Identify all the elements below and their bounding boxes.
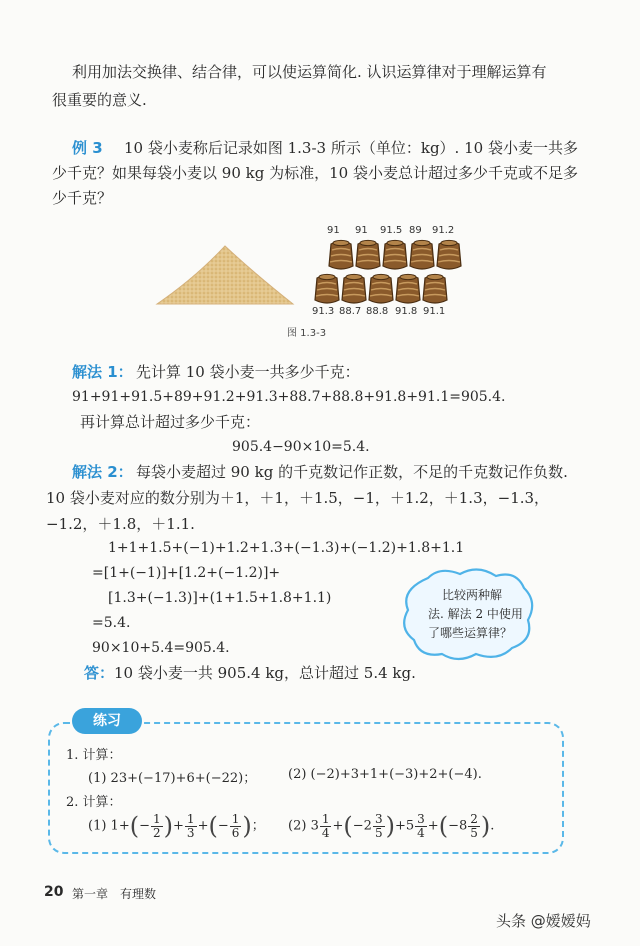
fraction: $\frac{3}{5}$ [374,811,383,840]
example-label: 例 3 [72,139,103,157]
example-line-2: 少千克？如果每袋小麦以 90 kg 为标准，10 袋小麦总计超过多少千克或不足多 [52,164,578,182]
solution1-text: 先计算 10 袋小麦一共多少千克： [136,363,360,381]
sack-value: 91 [355,225,368,236]
sack-value: 89 [409,225,422,236]
solution2-eq-1: 1+1+1.5+(−1)+1.2+1.3+(−1.3)+(−1.2)+1.8+1.1 [108,540,465,556]
q2-part-1-prefix: (1) [88,818,107,834]
wheat-sack-icon [380,238,410,272]
wheat-sack-icon [312,272,342,306]
sack-value: 91.5 [380,225,403,236]
exercise-title: 练习 [72,708,142,734]
q2-part-2: (2) 3 $\frac{1}{4}$ +(−2 $\frac{3}{5}$ )+5 $\frac{3}{4}$ +(−8 $\frac{2}{5}$ ). [288,811,495,840]
example-line-3: 少千克？ [52,189,113,207]
sack-value: 91.8 [395,306,418,317]
solution1-calc: 905.4−90×10=5.4. [232,439,370,455]
bubble-line-1: 比较两种解 [442,588,503,602]
solution2-line-2: 10 袋小麦对应的数分别为＋1，＋1，＋1.5，−1，＋1.2，＋1.3，−1.3， [46,489,550,507]
figure-caption: 图 1.3-3 [287,328,327,339]
solution2-eq-3: [1.3+(−1.3)]+(1+1.5+1.8+1.1) [108,590,332,606]
chapter-title: 第一章 有理数 [72,887,157,901]
sack-value: 91 [327,225,340,236]
bubble-line-2: 法. 解法 2 中使用 [428,607,523,621]
sack-value: 88.8 [366,306,389,317]
solution2-eq-4: =5.4. [92,615,131,631]
wheat-pile [155,240,295,306]
fraction: $\frac{1}{2}$ [153,811,161,840]
answer-label: 答： [84,664,115,682]
intro-line-1: 利用加法交换律、结合律，可以使运算简化. 认识运算律对于理解运算有 [72,63,547,81]
solution2-label: 解法 2： [72,463,133,481]
wheat-sack-icon [434,238,464,272]
wheat-sack-icon [407,238,437,272]
wheat-sack-icon [420,272,450,306]
solution2-line-1: 每袋小麦超过 90 kg 的千克数记作正数，不足的千克数记作负数. [136,463,568,481]
wheat-sack-icon [326,238,356,272]
fraction: $\frac{3}{4}$ [417,811,425,840]
solution1-label: 解法 1： [72,363,133,381]
q2-part-2-prefix: (2) [288,818,307,834]
sack-value: 88.7 [339,306,362,317]
q2-label: 2. 计算： [66,795,122,810]
solution2-eq-2: =[1+(−1)]+[1.2+(−1.2)]+ [92,565,281,581]
solution2-eq-5: 90×10+5.4=905.4. [92,640,230,656]
fraction: $\frac{1}{6}$ [231,811,240,840]
wheat-sack-icon [393,272,423,306]
fraction: $\frac{1}{3}$ [186,811,195,840]
fraction: $\frac{2}{5}$ [470,811,478,840]
answer-text: 10 袋小麦一共 905.4 kg，总计超过 5.4 kg. [114,664,416,682]
q1-label: 1. 计算： [66,748,122,763]
wheat-sack-icon [339,272,369,306]
solution1-sum: 91+91+91.5+89+91.2+91.3+88.7+88.8+91.8+91.1=905.4. [72,389,506,405]
fraction: $\frac{1}{4}$ [321,811,330,840]
q2-part-1: (1) 1+(− $\frac{1}{2}$ )+ $\frac{1}{3}$ +(− $\frac{1}{6}$ )； [88,811,265,840]
watermark: 头条 @嫒嫒妈 [496,912,591,930]
bubble-line-3: 了哪些运算律？ [428,626,513,640]
wheat-sack-icon [353,238,383,272]
sack-value: 91.3 [312,306,335,317]
q1-part-1: (1) 23+(−17)+6+(−22)； [88,771,257,786]
sack-value: 91.1 [423,306,446,317]
example-line-1: 10 袋小麦称后记录如图 1.3-3 所示（单位：kg）. 10 袋小麦一共多 [124,139,578,157]
q1-part-2: (2) (−2)+3+1+(−3)+2+(−4). [288,767,482,782]
solution1-text-2: 再计算总计超过多少千克： [80,413,261,431]
page-number: 20 [44,884,64,900]
wheat-sack-icon [366,272,396,306]
sack-value: 91.2 [432,225,455,236]
intro-line-2: 很重要的意义. [52,91,147,109]
solution2-line-3: −1.2，＋1.8，＋1.1. [46,515,195,533]
